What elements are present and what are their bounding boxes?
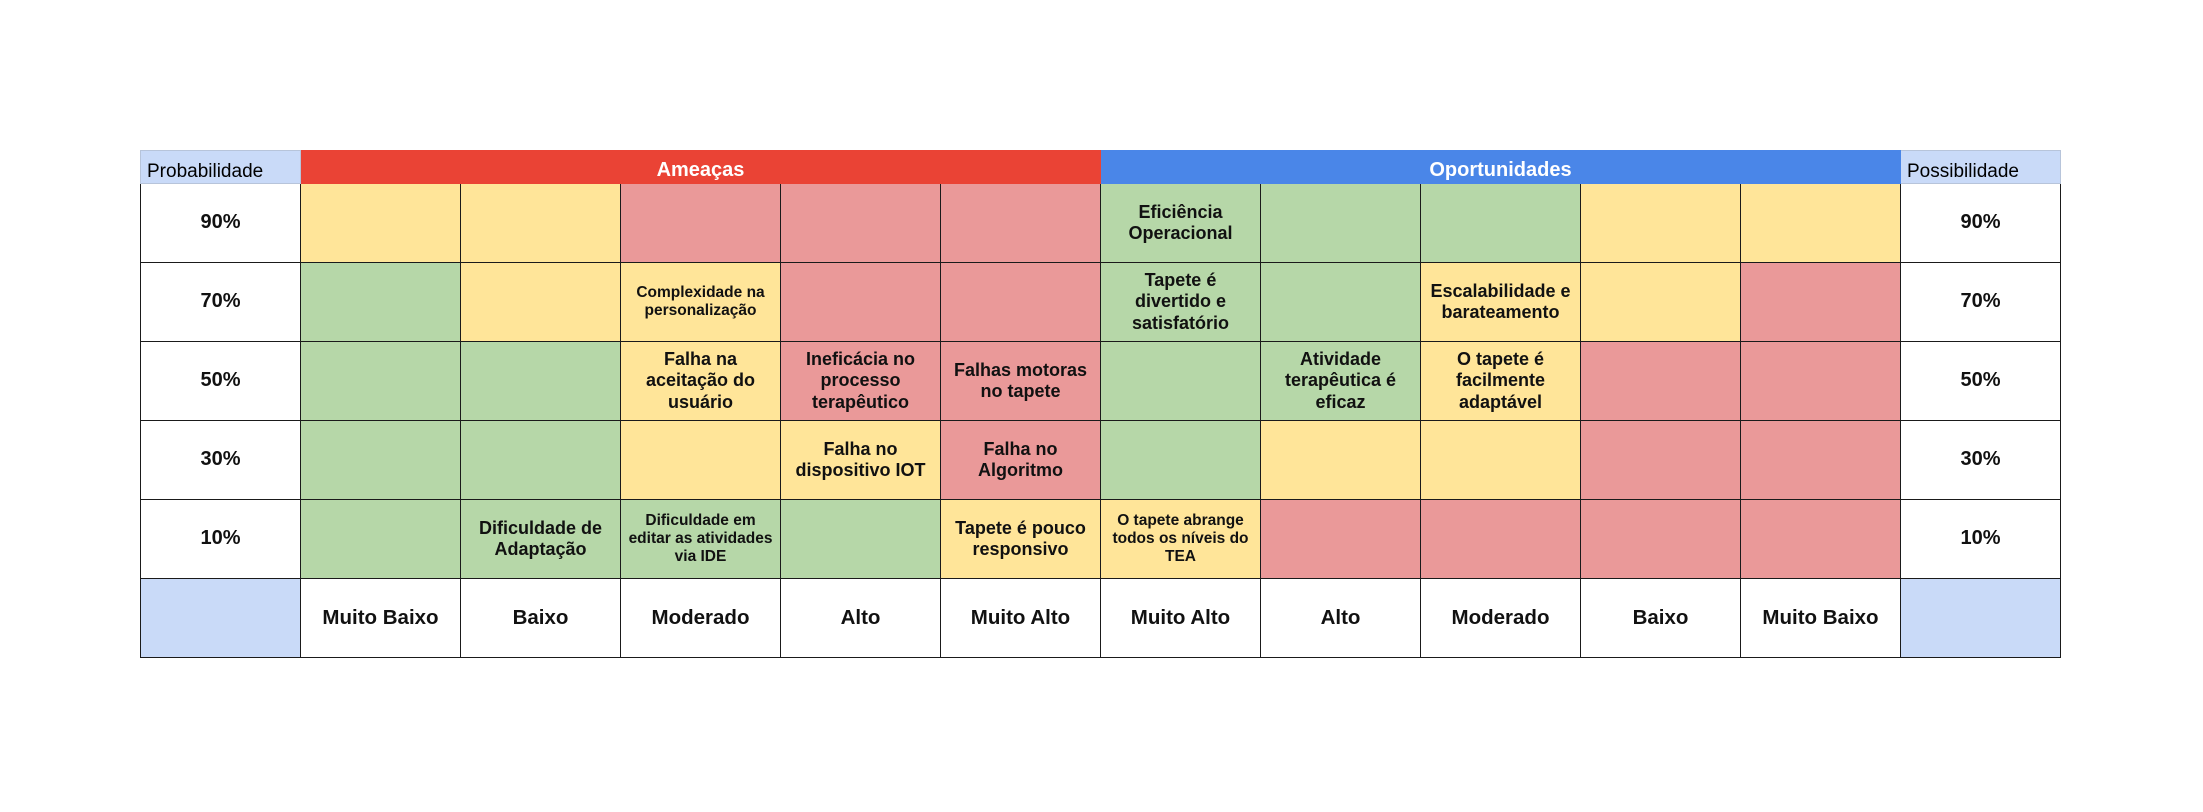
probability-row bbox=[141, 342, 2061, 421]
opportunity-cell: Atividade terapêutica é eficaz bbox=[1261, 342, 1421, 421]
header-row bbox=[141, 151, 2061, 184]
impact-label: Muito Alto bbox=[1101, 579, 1261, 658]
threat-cell bbox=[301, 500, 461, 579]
impact-label: Alto bbox=[781, 579, 941, 658]
probability-label: 70% bbox=[141, 263, 301, 342]
threat-cell: Falhas motoras no tapete bbox=[941, 342, 1101, 421]
impact-row bbox=[141, 579, 2061, 658]
probability-label: 50% bbox=[141, 342, 301, 421]
threat-cell bbox=[301, 342, 461, 421]
probability-row bbox=[141, 500, 2061, 579]
probability-label: 30% bbox=[141, 421, 301, 500]
impact-label: Muito Alto bbox=[941, 579, 1101, 658]
threat-cell bbox=[781, 263, 941, 342]
threat-cell bbox=[621, 421, 781, 500]
threat-cell bbox=[621, 184, 781, 263]
opportunity-cell bbox=[1421, 184, 1581, 263]
impact-label: Moderado bbox=[621, 579, 781, 658]
threat-cell: Ineficácia no processo terapêutico bbox=[781, 342, 941, 421]
opportunity-cell bbox=[1581, 342, 1741, 421]
threat-cell bbox=[301, 184, 461, 263]
impact-label: Alto bbox=[1261, 579, 1421, 658]
opportunity-cell: O tapete é facilmente adaptável bbox=[1421, 342, 1581, 421]
opportunities-header: Oportunidades bbox=[1101, 151, 1901, 184]
probability-row bbox=[141, 421, 2061, 500]
opportunity-cell bbox=[1261, 421, 1421, 500]
threat-cell bbox=[461, 184, 621, 263]
threat-cell: Dificuldade de Adaptação bbox=[461, 500, 621, 579]
threat-cell: Complexidade na personalização bbox=[621, 263, 781, 342]
threat-cell bbox=[781, 184, 941, 263]
impact-label: Moderado bbox=[1421, 579, 1581, 658]
threat-cell bbox=[941, 184, 1101, 263]
threat-cell: Falha no Algoritmo bbox=[941, 421, 1101, 500]
corner-cell bbox=[141, 579, 301, 658]
possibility-label: 70% bbox=[1901, 263, 2061, 342]
possibility-label: 50% bbox=[1901, 342, 2061, 421]
opportunity-cell: Escalabilidade e barateamento bbox=[1421, 263, 1581, 342]
probability-label: 10% bbox=[141, 500, 301, 579]
threat-cell bbox=[461, 342, 621, 421]
impact-label: Baixo bbox=[461, 579, 621, 658]
opportunity-cell: Eficiência Operacional bbox=[1101, 184, 1261, 263]
impact-label: Muito Baixo bbox=[1741, 579, 1901, 658]
threat-cell: Falha no dispositivo IOT bbox=[781, 421, 941, 500]
threat-cell: Dificuldade em editar as atividades via IDE bbox=[621, 500, 781, 579]
opportunity-cell bbox=[1741, 342, 1901, 421]
opportunity-cell bbox=[1581, 184, 1741, 263]
opportunity-cell bbox=[1581, 263, 1741, 342]
probability-header: Probabilidade bbox=[141, 151, 301, 184]
risk-matrix bbox=[140, 150, 2061, 658]
opportunity-cell bbox=[1581, 500, 1741, 579]
opportunity-cell bbox=[1421, 500, 1581, 579]
threat-cell: Falha na aceitação do usuário bbox=[621, 342, 781, 421]
threat-cell: Tapete é pouco responsivo bbox=[941, 500, 1101, 579]
opportunity-cell: O tapete abrange todos os níveis do TEA bbox=[1101, 500, 1261, 579]
opportunity-cell bbox=[1261, 263, 1421, 342]
probability-row bbox=[141, 184, 2061, 263]
opportunity-cell bbox=[1581, 421, 1741, 500]
possibility-label: 30% bbox=[1901, 421, 2061, 500]
threat-cell bbox=[941, 263, 1101, 342]
threat-cell bbox=[301, 421, 461, 500]
opportunity-cell bbox=[1741, 421, 1901, 500]
impact-label: Muito Baixo bbox=[301, 579, 461, 658]
opportunity-cell bbox=[1101, 342, 1261, 421]
possibility-label: 10% bbox=[1901, 500, 2061, 579]
threat-cell bbox=[301, 263, 461, 342]
opportunity-cell bbox=[1741, 263, 1901, 342]
opportunity-cell bbox=[1741, 184, 1901, 263]
possibility-header: Possibilidade bbox=[1901, 151, 2061, 184]
threat-cell bbox=[781, 500, 941, 579]
risk-matrix-body bbox=[141, 151, 2061, 658]
opportunity-cell bbox=[1261, 500, 1421, 579]
opportunity-cell bbox=[1261, 184, 1421, 263]
probability-label: 90% bbox=[141, 184, 301, 263]
possibility-label: 90% bbox=[1901, 184, 2061, 263]
threat-cell bbox=[461, 421, 621, 500]
threat-cell bbox=[461, 263, 621, 342]
impact-label: Baixo bbox=[1581, 579, 1741, 658]
opportunity-cell: Tapete é divertido e satisfatório bbox=[1101, 263, 1261, 342]
opportunity-cell bbox=[1421, 421, 1581, 500]
threats-header: Ameaças bbox=[301, 151, 1101, 184]
opportunity-cell bbox=[1101, 421, 1261, 500]
probability-row bbox=[141, 263, 2061, 342]
corner-cell bbox=[1901, 579, 2061, 658]
opportunity-cell bbox=[1741, 500, 1901, 579]
